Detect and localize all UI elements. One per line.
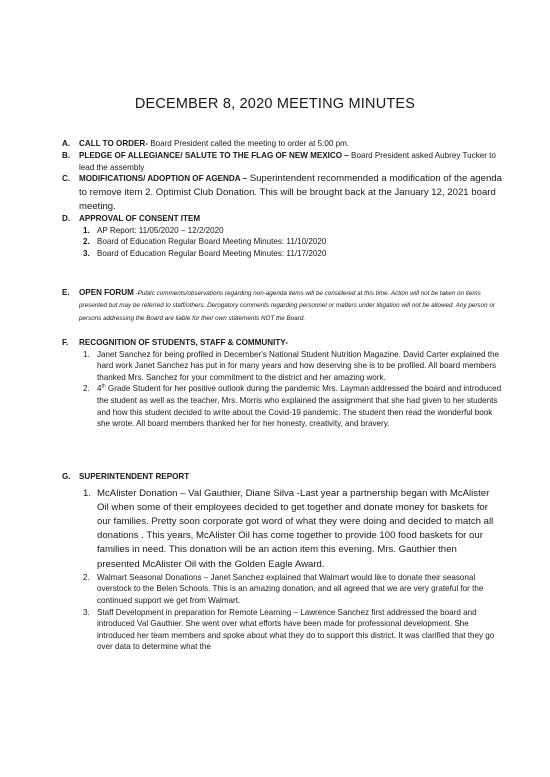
section-heading: PLEDGE OF ALLEGIANCE/ SALUTE TO THE FLAG OF NEW MEXICO – <box>79 151 349 160</box>
section-recognition <box>62 337 502 430</box>
section-superintendent-report <box>62 471 502 653</box>
section-letter: D. <box>62 214 71 223</box>
section-text: Board President asked Aubrey Tucker to lead the assembly <box>79 151 496 172</box>
section-letter: C. <box>62 174 71 183</box>
list-item: 2. Walmart Seasonal Donations – Janet Sanchez explained that Walmart would like to donate their seasonal overstock to the Belen Schools. This is an amazing donation, and all agreed that we are very grateful for the continued support we get from Walmart. <box>83 572 484 605</box>
section-letter: E. <box>62 288 70 297</box>
section-heading: APPROVAL OF CONSENT ITEM <box>79 214 201 223</box>
page-title: DECEMBER 8, 2020 MEETING MINUTES <box>134 96 416 112</box>
list-item: 3. Board of Education Regular Board Meeting Minutes: 11/17/2020 <box>83 248 327 258</box>
section-letter: F. <box>62 338 69 347</box>
section-heading: OPEN FORUM <box>79 288 134 297</box>
section-letter: G. <box>62 472 71 481</box>
section-letter: B. <box>62 151 71 160</box>
section-text: Board President called the meeting to order at 5:00 pm. <box>147 139 350 148</box>
section-heading: CALL TO ORDER- <box>79 139 148 148</box>
list-item: 1. Janet Sanchez for being profiled in December's National Student Nutrition Magazine. David Carter explained the hard work Janet Sanchez has put in for many years and how deserving she is to be profiled. All board members thanked Mrs. Sanchez for your commitment to the district and her amazing work. <box>83 349 499 382</box>
list-item: 1. AP Report: 11/05/2020 – 12/2/2020 <box>83 225 224 235</box>
section-heading: RECOGNITION OF STUDENTS, STAFF & COMMUNITY- <box>79 338 288 347</box>
section-call-to-order <box>62 138 502 150</box>
section-open-forum <box>62 287 502 324</box>
section-modifications <box>62 172 502 215</box>
section-heading: MODIFICATIONS/ ADOPTION OF AGENDA – <box>79 174 248 183</box>
section-text: -Public comments/observations regarding non-agenda items will be considered at this time. Action will not be taken on items presented but may be referred to staff/others. Derogatory comments regarding personnel or matters under litigation will not be allowed. Any person or persons addressing the Board are liable for their own statements NOT the Board. <box>79 290 495 322</box>
list-item: 2. 4th Grade Student for her positive outlook during the pandemic Mrs. Layman addressed the board and introduced the student as well as the teacher, Mrs. Morris who explained the assignment that she had given to her students and how this student decided to write about the Covid-19 pandemic. The student then read the wonderful book she wrote. All board members thanked her for her honesty, creativity, and bravery. <box>83 383 502 429</box>
list-item: 1. McAlister Donation – Val Gauthier, Diane Silva -Last year a partnership began with McAlister Oil when some of their employees decided to get together and donate money for baskets for our families. Pretty soon corporate got word of what they were doing and decided to match all donations . This years, McAlister Oil has come together to provide 100 food baskets for our families in need. This donation will be an action item this evening. Mrs. Gauthier then presented McAlister Oil with the Golden Eagle Award. <box>83 487 494 570</box>
section-consent-items <box>62 213 502 259</box>
section-pledge <box>62 150 502 173</box>
list-item: 3. Staff Development in preparation for Remote Learning – Lawrence Sanchez first addressed the board and introduced Val Gauthier. She went over what efforts have been made for professional development. She introduced her team members and spoke about what they do to support this district. It was clarified that they go over data to determine what the <box>83 607 495 652</box>
section-letter: A. <box>62 139 71 148</box>
list-item: 2. Board of Education Regular Board Meeting Minutes: 11/10/2020 <box>83 237 327 247</box>
section-text: Superintendent recommended a modification of the agenda to remove item 2. Optimist Club Donation. This will be brought back at the January 12, 2021 board meeting. <box>79 173 502 213</box>
section-heading: SUPERINTENDENT REPORT <box>79 472 190 481</box>
